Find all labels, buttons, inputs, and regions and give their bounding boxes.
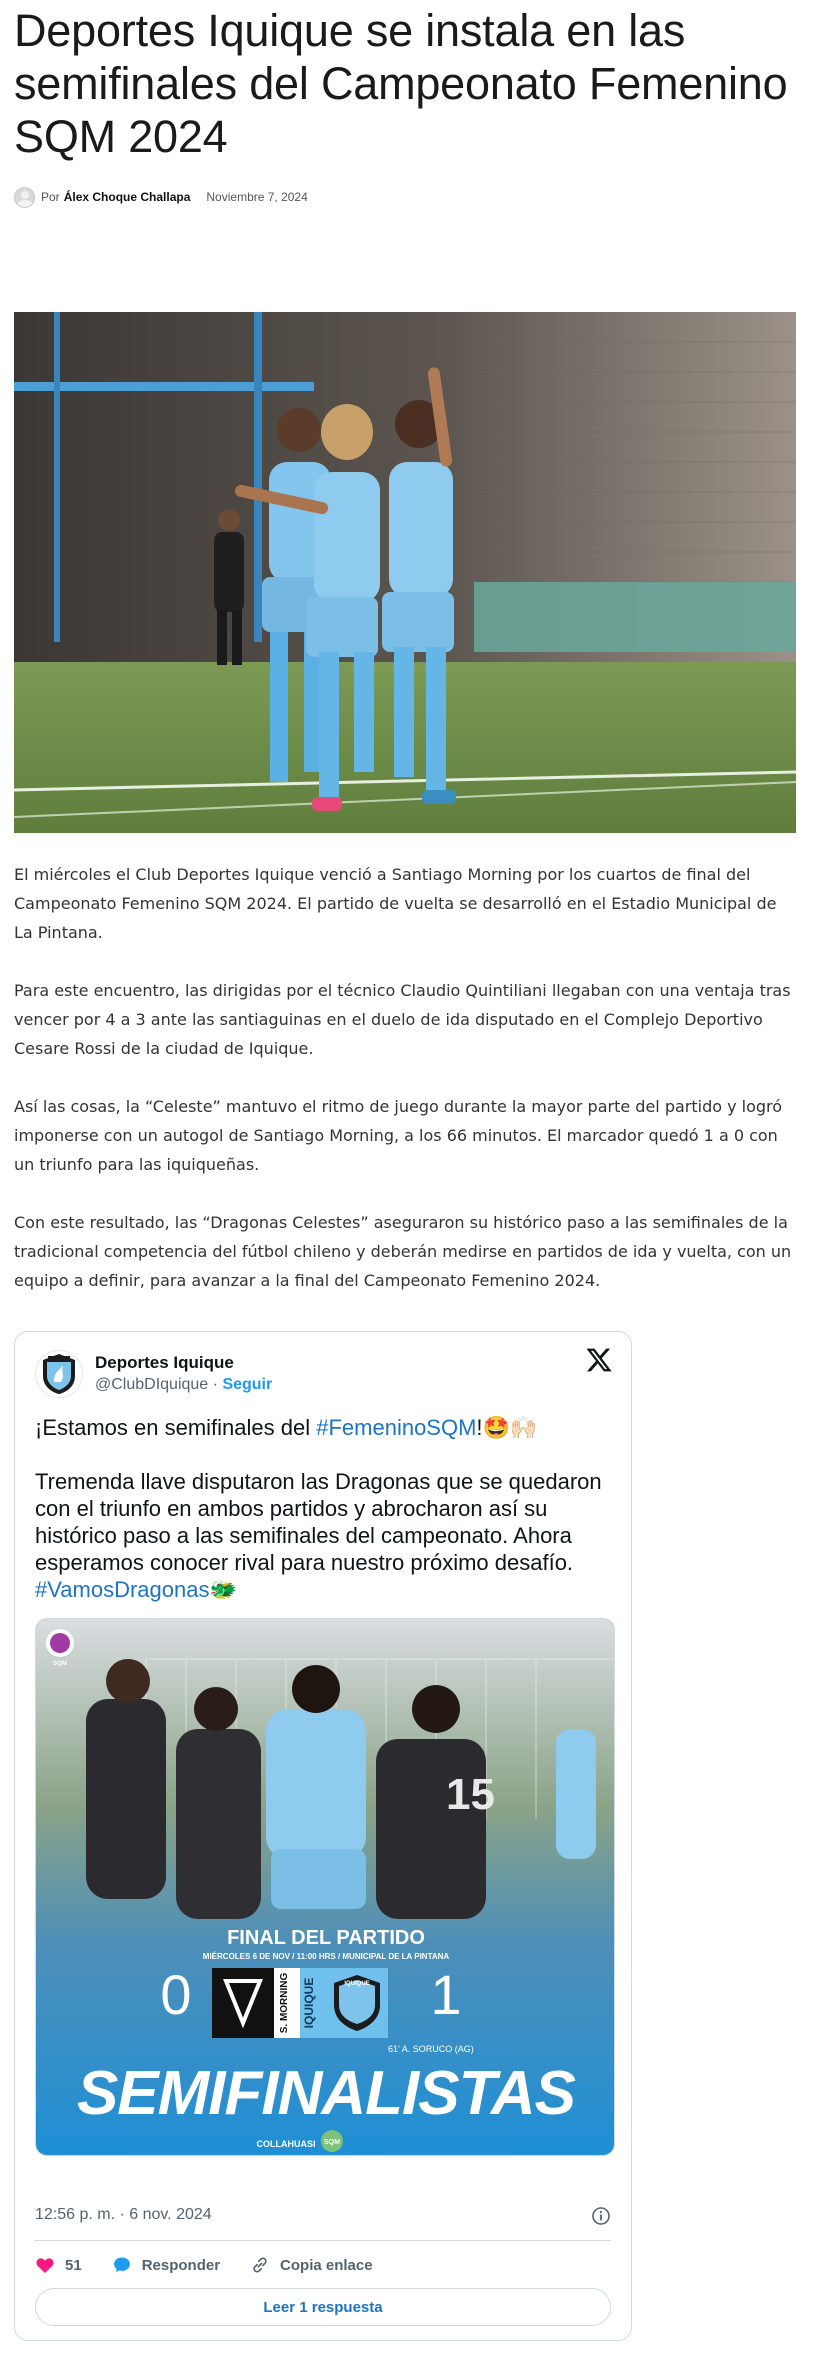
- semifinalistas-banner: SEMIFINALISTAS: [76, 2059, 576, 2128]
- team-home-label: S. MORNING: [279, 1972, 290, 2034]
- heart-icon: [35, 2255, 55, 2275]
- hero-photo-illustration: [14, 312, 796, 833]
- tweet-line1: ¡Estamos en semifinales del: [35, 1415, 317, 1440]
- club-avatar-icon[interactable]: [35, 1350, 83, 1398]
- info-icon[interactable]: [591, 2206, 611, 2226]
- article-title: Deportes Iquique se instala en las semifinales del Campeonato Femenino SQM 2024: [14, 5, 788, 162]
- article-paragraph: Con este resultado, las “Dragonas Celestes” aseguraron su histórico paso a las semifinales de la tradicional competencia del fútbol chileno y deberán medirse en partidos de ida y vuelta, con un equipo a definir, para avanzar a la final del Campeonato Femenino 2024.: [14, 1213, 792, 1290]
- tweet-timestamp[interactable]: 12:56 p. m. · 6 nov. 2024: [35, 2206, 212, 2223]
- tweet-body: Tremenda llave disputaron las Dragonas que se quedaron con el triunfo en ambos partidos y abrocharon así su histórico paso a las semifinales del campeonato. Ahora esperamos conocer rival para nuestro próximo desafío.: [35, 1469, 602, 1575]
- author-avatar-icon: [14, 187, 35, 208]
- team-away-badge-text: IQUIQUE: [344, 1981, 370, 1987]
- reply-bubble-icon: [112, 2255, 132, 2275]
- article-paragraph: El miércoles el Club Deportes Iquique venció a Santiago Morning por los cuartos de final del Campeonato Femenino SQM 2024. El partido de vuelta se desarrolló en el Estadio Municipal de La Pintana.: [14, 865, 777, 942]
- reply-button[interactable]: [112, 2255, 220, 2275]
- byline-prefix: Por: [41, 190, 60, 204]
- tweet-author: [95, 1352, 272, 1396]
- hero-photo: [14, 312, 796, 833]
- link-icon: [250, 2255, 270, 2275]
- result-heading: FINAL DEL PARTIDO: [227, 1927, 425, 1949]
- match-result-graphic: [36, 1619, 615, 2156]
- tweet-separator: ·: [212, 1376, 218, 1393]
- league-badge-label: SQM: [53, 1661, 67, 1667]
- tweet-author-name[interactable]: Deportes Iquique: [95, 1353, 234, 1372]
- goal-scorer: 61' A. SORUCO (AG): [388, 2044, 474, 2054]
- copy-link-button[interactable]: [250, 2255, 373, 2275]
- copy-link-label: Copia enlace: [280, 2256, 373, 2274]
- like-count: 51: [65, 2256, 82, 2274]
- tweet-text: [35, 1414, 615, 1630]
- tweet-handle[interactable]: @ClubDIquique: [95, 1376, 209, 1393]
- follow-button[interactable]: Seguir: [222, 1376, 273, 1393]
- reply-label: Responder: [141, 2256, 221, 2274]
- sponsor-collahuasi: COLLAHUASI: [256, 2139, 316, 2149]
- tweet-actions: [35, 2250, 403, 2280]
- x-logo-icon[interactable]: [585, 1346, 613, 1374]
- team-away-label: IQUIQUE: [302, 1977, 316, 2029]
- like-button[interactable]: [35, 2255, 82, 2275]
- sponsor-sqm: SQM: [324, 2139, 340, 2146]
- publish-date: Noviembre 7, 2024: [206, 190, 308, 204]
- embedded-tweet[interactable]: [14, 1331, 632, 2341]
- score-away: 1: [430, 1963, 462, 2026]
- tweet-media-image[interactable]: [35, 1618, 615, 2156]
- hashtag-femenino-sqm[interactable]: #FemeninoSQM: [316, 1415, 477, 1440]
- tweet-header: [35, 1346, 272, 1402]
- jersey-number: 15: [446, 1770, 495, 1819]
- read-reply-button[interactable]: Leer 1 respuesta: [35, 2288, 611, 2326]
- tweet-divider: [35, 2240, 611, 2241]
- author-link[interactable]: Álex Choque Challapa: [63, 190, 191, 204]
- hashtag-vamos-dragonas[interactable]: #VamosDragonas: [35, 1577, 210, 1602]
- article-paragraph: Para este encuentro, las dirigidas por el técnico Claudio Quintiliani llegaban con una ventaja tras vencer por 4 a 3 ante las santiaguinas en el duelo de ida disputado en el Complejo Deportivo Cesare Rossi de la ciudad de Iquique.: [14, 981, 791, 1058]
- result-subheading: MIÉRCOLES 6 DE NOV / 11:00 HRS / MUNICIPAL DE LA PINTANA: [202, 1952, 450, 1961]
- tweet-line1-emoji: !🤩🙌🏻: [476, 1415, 538, 1440]
- tweet-body-emoji: 🐲: [209, 1577, 237, 1602]
- article-paragraph: Así las cosas, la “Celeste” mantuvo el ritmo de juego durante la mayor parte del partido y logró imponerse con un autogol de Santiago Morning, a los 66 minutos. El marcador quedó 1 a 0 con un triunfo para las iquiqueñas.: [14, 1097, 783, 1174]
- score-home: 0: [160, 1963, 192, 2026]
- article-body: [14, 860, 800, 1324]
- article-meta: [14, 186, 308, 208]
